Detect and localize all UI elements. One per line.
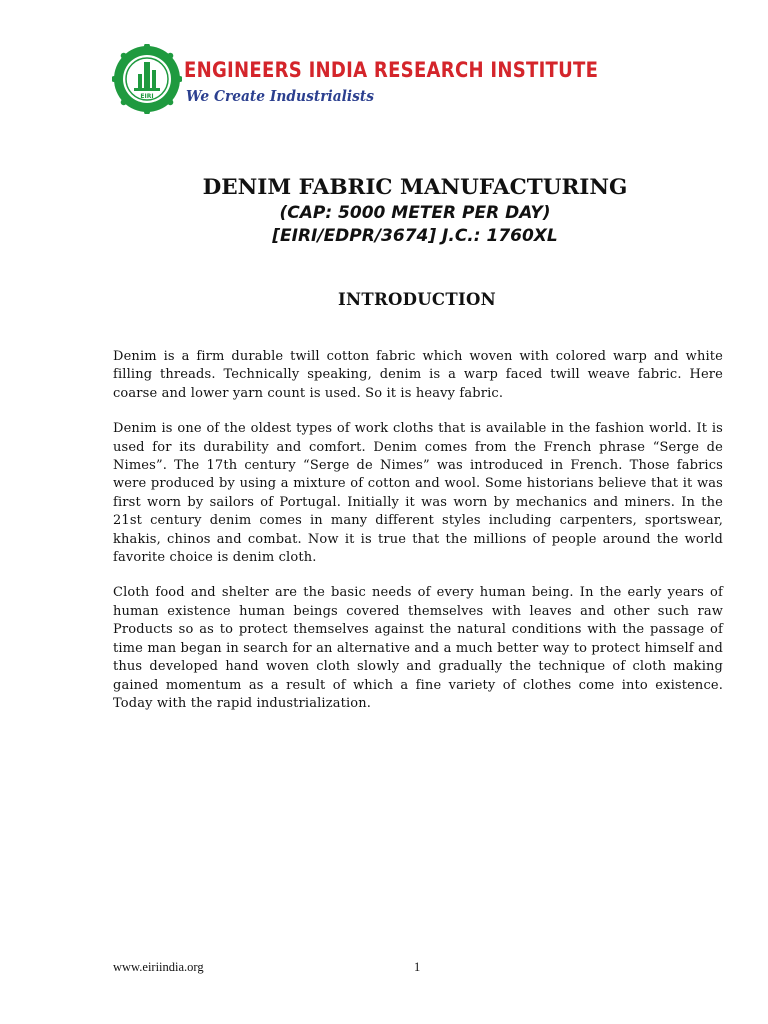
- letterhead: [112, 44, 599, 124]
- paragraph: Denim is a firm durable twill cotton fabric which woven with colored warp and white filling threads. Technically speaking, denim is a warp faced twill weave fabric. Here coarse and lower yarn count is used. So it is heavy fabric.: [113, 349, 723, 401]
- svg-text:EIRI: EIRI: [140, 93, 154, 100]
- footer-website: www.eiriindia.org: [113, 960, 204, 974]
- document-title: DENIM FABRIC MANUFACTURING: [202, 175, 628, 200]
- reference-line: [EIRI/EDPR/3674] J.C.: 1760XL: [272, 226, 558, 246]
- institute-tagline: We Create Industrialists: [186, 87, 375, 105]
- paragraph: Denim is one of the oldest types of work cloths that is available in the fashion world. It is used for its durability and comfort. Denim comes from the French phrase “Serge de Nimes”. The 17th century “Serge de Nimes” was introduced in French. Those fabrics were produced by using a mixture of cotton and wool. Some historians believe that it was first worn by sailors of Portugal. Initially it was worn by mechanics and miners. In the 21st century denim comes in many different styles including carpenters, sportswear, khakis, chinos and combat. Now it is true that the millions of people around the world favorite choice is denim cloth.: [113, 421, 723, 566]
- title-block: [0, 174, 768, 248]
- document-body: [113, 348, 723, 730]
- institute-seal-logo: [112, 44, 182, 114]
- paragraph: Cloth food and shelter are the basic needs of every human being. In the early years of human existence human beings covered themselves with leaves and other such raw Products so as to protect themselves against the natural conditions with the passage of time man began in search for an alternative and a much better way to protect himself and thus developed hand woven cloth slowly and gradually the technique of cloth making gained momentum as a result of which a fine variety of clothes come into existence. Today with the rapid industrialization.: [113, 585, 723, 711]
- section-heading: INTRODUCTION: [337, 290, 497, 309]
- capacity-line: (CAP: 5000 METER PER DAY): [279, 203, 551, 223]
- page-number: 1: [414, 960, 421, 974]
- institute-name: ENGINEERS INDIA RESEARCH INSTITUTE: [184, 58, 599, 82]
